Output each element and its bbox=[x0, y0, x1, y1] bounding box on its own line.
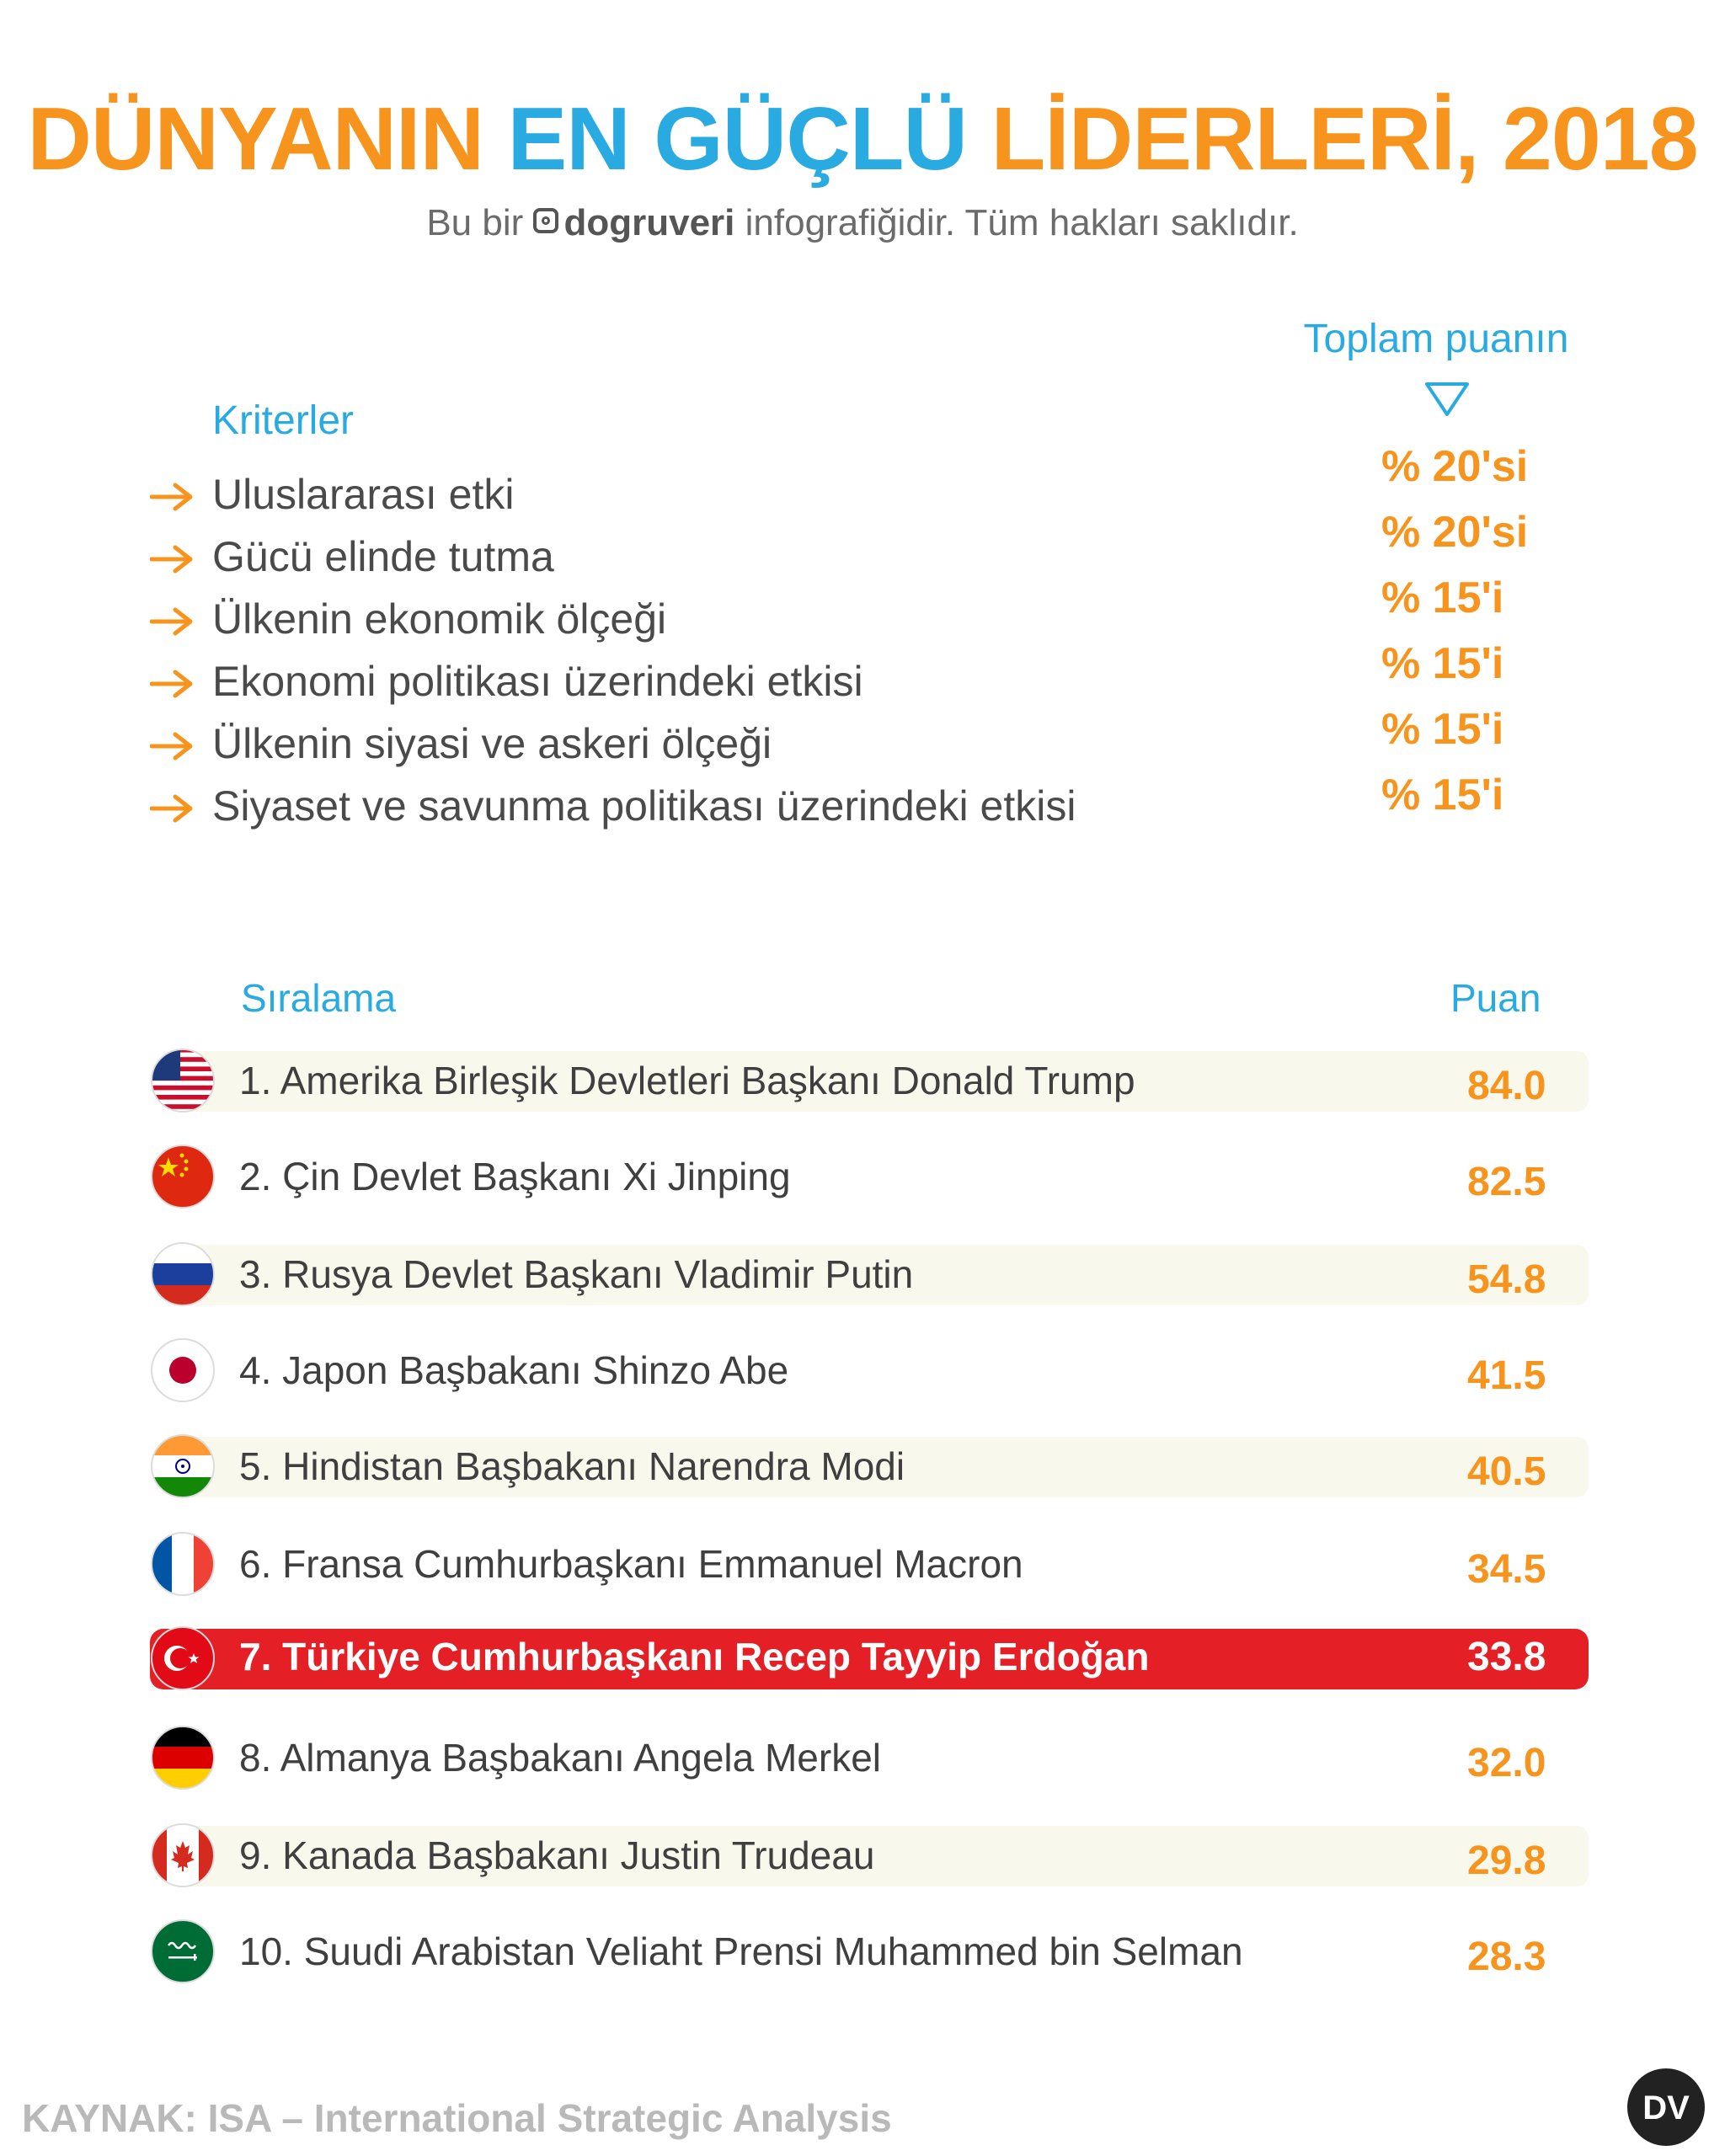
canada-flag-icon bbox=[150, 1822, 216, 1888]
leader-score: 82.5 bbox=[1467, 1160, 1546, 1204]
down-triangle-icon bbox=[1423, 381, 1471, 418]
criteria-label: Ülkenin siyasi ve askeri ölçeği bbox=[212, 720, 772, 767]
logo-text: DV bbox=[1642, 2089, 1690, 2127]
ranking-row bbox=[150, 1534, 1589, 1595]
ranking-row bbox=[150, 1826, 1589, 1886]
criteria-title: Kriterler bbox=[212, 398, 355, 443]
page-title bbox=[0, 88, 1725, 190]
ranking-row bbox=[150, 1245, 1589, 1305]
ranking-row bbox=[150, 1629, 1589, 1689]
criteria-share: % 20'si bbox=[1381, 442, 1529, 491]
leader-score: 34.5 bbox=[1467, 1547, 1546, 1592]
arrow-right-icon bbox=[150, 482, 195, 512]
turkey-flag-icon bbox=[150, 1625, 216, 1691]
us-flag-icon bbox=[150, 1048, 216, 1113]
leader-label: 6. Fransa Cumhurbaşkanı Emmanuel Macron bbox=[239, 1542, 1023, 1586]
germany-flag-icon bbox=[150, 1725, 216, 1790]
title-part-1: DÜNYANIN bbox=[27, 89, 508, 189]
leader-label: 5. Hindistan Başbakanı Narendra Modi bbox=[239, 1444, 905, 1488]
ranking-row bbox=[150, 1341, 1589, 1401]
criteria-label: Ülkenin ekonomik ölçeği bbox=[212, 595, 667, 643]
leader-score: 40.5 bbox=[1467, 1449, 1546, 1494]
arrow-right-icon bbox=[150, 669, 195, 699]
title-part-2: EN GÜÇLÜ bbox=[507, 89, 968, 189]
subtitle bbox=[0, 202, 1725, 244]
criteria-share: % 20'si bbox=[1381, 508, 1529, 557]
leader-score: 29.8 bbox=[1467, 1838, 1546, 1883]
brand-name: dogruveri bbox=[563, 202, 735, 243]
ranking-row bbox=[150, 1437, 1589, 1497]
arrow-right-icon bbox=[150, 731, 195, 761]
ranking-row bbox=[150, 1728, 1589, 1789]
leader-label: 2. Çin Devlet Başkanı Xi Jinping bbox=[239, 1155, 791, 1198]
leader-score: 84.0 bbox=[1467, 1064, 1546, 1108]
leader-score: 28.3 bbox=[1467, 1935, 1546, 1979]
leader-label: 1. Amerika Birleşik Devletleri Başkanı Donald Trump bbox=[239, 1059, 1135, 1102]
arrow-right-icon bbox=[150, 606, 195, 637]
criteria-label: Ekonomi politikası üzerindeki etkisi bbox=[212, 658, 863, 705]
france-flag-icon bbox=[150, 1531, 216, 1597]
russia-flag-icon bbox=[150, 1241, 216, 1307]
leader-score: 32.0 bbox=[1467, 1741, 1546, 1785]
score-header: Puan bbox=[1450, 976, 1541, 1020]
title-part-3: LİDERLERİ, 2018 bbox=[967, 89, 1698, 189]
china-flag-icon bbox=[150, 1144, 216, 1209]
instagram-icon bbox=[533, 208, 558, 233]
arrow-right-icon bbox=[150, 544, 195, 574]
dv-logo-icon bbox=[1626, 2067, 1706, 2148]
leader-label: 4. Japon Başbakanı Shinzo Abe bbox=[239, 1348, 789, 1392]
criteria-label: Gücü elinde tutma bbox=[212, 533, 554, 580]
india-flag-icon bbox=[150, 1433, 216, 1499]
leader-score: 33.8 bbox=[1467, 1635, 1546, 1679]
leader-label: 9. Kanada Başbakanı Justin Trudeau bbox=[239, 1833, 875, 1877]
source-credit: KAYNAK: ISA – International Strategic Analysis bbox=[22, 2096, 892, 2140]
subtitle-prefix: Bu bir bbox=[426, 202, 534, 243]
leader-score: 54.8 bbox=[1467, 1257, 1546, 1302]
leader-label: 3. Rusya Devlet Başkanı Vladimir Putin bbox=[239, 1252, 914, 1296]
leader-label: 10. Suudi Arabistan Veliaht Prensi Muhammed bin Selman bbox=[239, 1929, 1243, 1973]
leader-label: 8. Almanya Başbakanı Angela Merkel bbox=[239, 1736, 882, 1780]
total-score-header: Toplam puanın bbox=[1303, 317, 1569, 361]
criteria-label: Siyaset ve savunma politikası üzerindeki etkisi bbox=[212, 782, 1076, 830]
criteria-share: % 15'i bbox=[1381, 705, 1504, 754]
saudi-flag-icon bbox=[150, 1919, 216, 1984]
ranking-row bbox=[150, 1147, 1589, 1208]
japan-flag-icon bbox=[150, 1337, 216, 1403]
criteria-share: % 15'i bbox=[1381, 574, 1504, 622]
ranking-header: Sıralama bbox=[241, 976, 397, 1020]
ranking-row bbox=[150, 1051, 1589, 1112]
leader-label: 7. Türkiye Cumhurbaşkanı Recep Tayyip Erdoğan bbox=[239, 1635, 1150, 1678]
leader-score: 41.5 bbox=[1467, 1353, 1546, 1398]
subtitle-suffix: infografiğidir. Tüm hakları saklıdır. bbox=[734, 202, 1299, 243]
criteria-label: Uluslararası etki bbox=[212, 471, 515, 518]
ranking-row bbox=[150, 1922, 1589, 1983]
criteria-share: % 15'i bbox=[1381, 639, 1504, 688]
criteria-share: % 15'i bbox=[1381, 771, 1504, 819]
arrow-right-icon bbox=[150, 793, 195, 824]
